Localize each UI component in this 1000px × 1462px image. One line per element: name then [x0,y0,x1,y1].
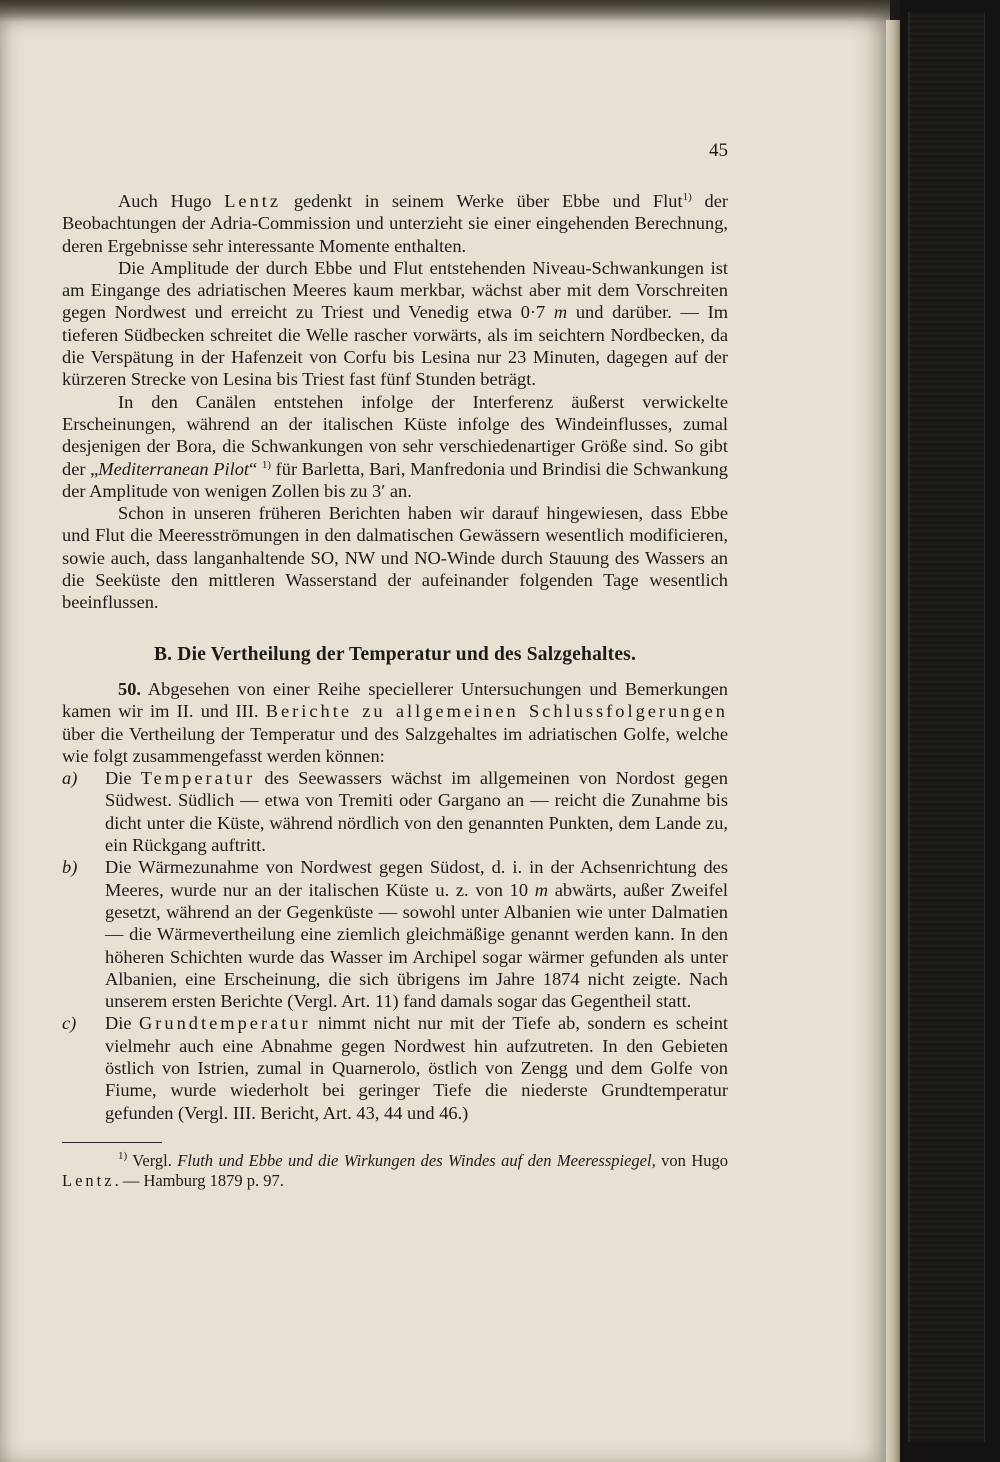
cited-title: Mediterranean Pilot [98,458,250,479]
list-label: a) [62,768,78,789]
body-text [62,190,728,1191]
list-item-b: b) Die Wärmezunahme von Nordwest gegen Südost, d. i. in der Achsenrichtung des Meeres, wurde nur an der italischen Küste u. z. von 10 m abwärts, außer Zweifel gesetzt, während an der Gegenküste — sowohl unter Albanien wie unter Dalmatien — die Wärmevertheilung eine ziemlich gleichmäßige genannt werden kann. In den höheren Schichten wurde das Wasser im Archipel sogar wärmer gefunden als unter Albanien, eine Erscheinung, die sich übrigens im Jahre 1874 nicht zeigte. Nach unserem ersten Berichte (Vergl. Art. 11) fand damals sogar das Gegentheil statt. [62,857,729,1012]
footnote-title: Fluth und Ebbe und die Wirkungen des Windes auf den Meeresspiegel, [177,1150,656,1170]
paragraph-earlier-reports: Schon in unseren früheren Berichten haben wir darauf hingewiesen, dass Ebbe und Flut die Meeresströmungen in den dalmatischen Gewässern wesentlich modificieren, sowie auch, dass langanhaltende SO, NW und NO-Winde durch Stauung des Wassers an die Seeküste den mittleren Wasserstand der aufeinander folgenden Tage wesentlich beeinflussen. [62,503,728,613]
list-item-c: c) Die Grundtemperatur nimmt nicht nur mit der Tiefe ab, sondern es scheint vielmehr auch eine Abnahme gegen Nordwest hin aufzutreten. In den Gebieten östlich von Istrien, zumal in Quarnerolo, östlich von Zengg und dem Golfe von Fiume, wurde wiederholt bei geringer Tiefe die niederste Grundtemperatur gefunden (Vergl. III. Bericht, Art. 43, 44 und 46.) [62,1013,728,1123]
list-label: b) [62,857,78,878]
book-cover-rim [908,12,985,1442]
page-top-shadow [0,0,890,22]
page-number: 45 [709,140,728,161]
list-label: c) [62,1013,77,1034]
author-name: Lentz [224,191,282,211]
page-edge [886,20,900,1462]
paragraph-amplitude: Die Amplitude der durch Ebbe und Flut entstehenden Niveau-Schwankungen ist am Eingange des adriatischen Meeres kaum merkbar, wächst aber mit dem Vorschreiten gegen Nordwest und erreicht zu Triest und Venedig etwa 0·7 m und darüber. — Im tieferen Südbecken schreitet die Welle rascher vorwärts, als im seichtern Nordbecken, da die Verspätung in der Hafenzeit von Corfu bis Lesina nur 23 Minuten, dagegen auf der kürzeren Strecke von Lesina bis Triest fast fünf Stunden beträgt. [62,257,729,390]
footnote-ref: 1) [261,458,272,471]
paragraph-tide-lentz: Auch Hugo Lentz gedenkt in seinem Werke über Ebbe und Flut$^{1)}$ der Beobachtungen der Adria-Commission und unterzieht sie einer eingehenden Berechnung, deren Ergebnisse sehr interessante Momente enthalten. [62,191,728,256]
footnote: $^{1)}$ Vergl. Fluth und Ebbe und die Wirkungen des Windes auf den Meeresspiegel, von Hugo Lentz. — Hamburg 1879 p. 97. [62,1149,728,1190]
paragraph-article-50: 50. Abgesehen von einer Reihe speciellerer Untersuchungen und Bemerkungen kamen wir im II. und III. Berichte zu allgemeinen Schlussfolgerungen über die Vertheilung der Temperatur und des Salzgehaltes im adriatischen Golfe, welche wie folgt zusammengefasst werden können: [62,678,728,766]
footnote-divider [62,1142,162,1143]
list-item-a: a) Die Temperatur des Seewassers wächst im allgemeinen von Nordost gegen Südwest. Südlich — etwa von Tremiti oder Gargano an — reicht die Zunahme bis dicht unter die Küste, während nördlich von den genannten Punkten, dem Lande zu, ein Rückgang auftritt. [62,768,728,856]
footnote-ref: 1) [682,191,692,203]
paragraph-canals: In den Canälen entstehen infolge der Interferenz äußerst verwickelte Erscheinungen, während an der italischen Küste infolge des Windeinflusses, zumal desjenigen der Bora, die Schwankungen von sehr verschiedenartiger Größe sind. So gibt der „Mediterranean Pilot“ $^{1)}$ für Barletta, Bari, Manfredonia und Brindisi die Schwankung der Amplitude von wenigen Zollen bis zu 3′ an. [62,391,728,501]
article-number: 50. [118,678,141,699]
section-heading: B. Die Vertheilung der Temperatur und des Salzgehaltes. [153,643,637,665]
